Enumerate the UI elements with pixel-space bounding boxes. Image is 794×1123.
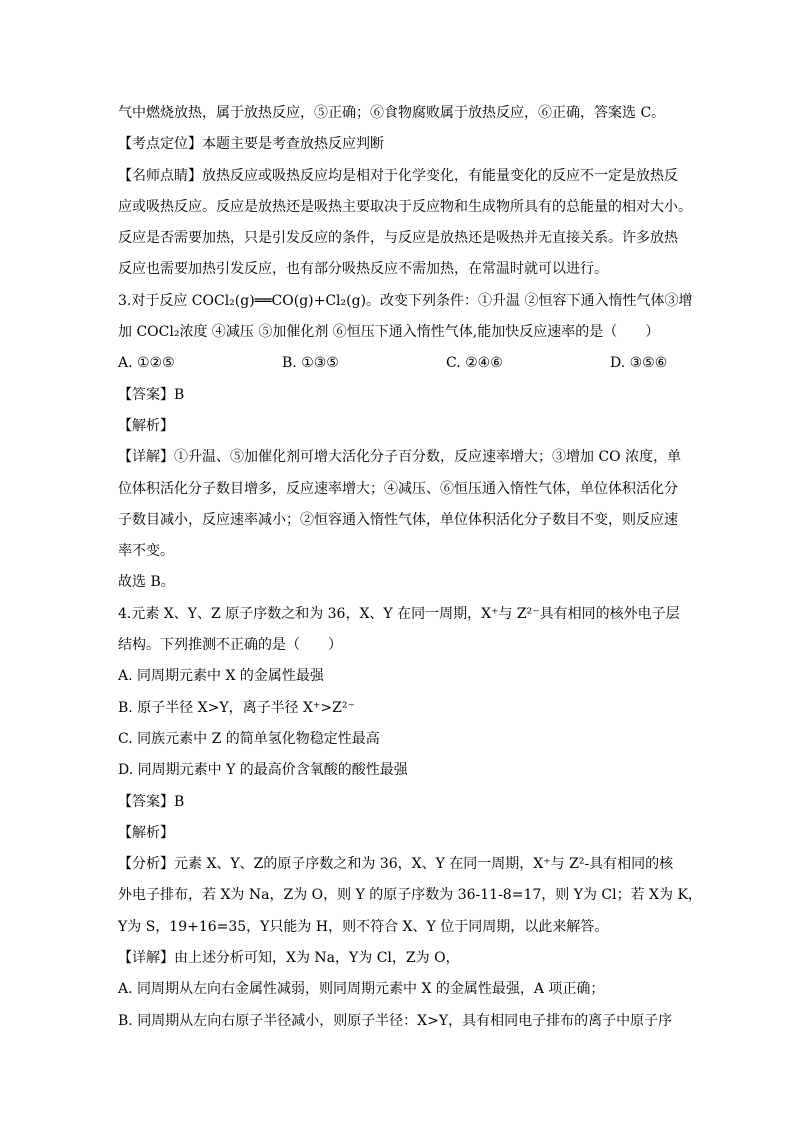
text-line: 应或吸热反应。反应是放热还是吸热主要取决于反应物和生成物所具有的总能量的相对大小。 — [118, 198, 692, 215]
text-line: 率不变。 — [118, 543, 174, 560]
text-line: 外电子排布，若 X为 Na，Z为 O，则 Y 的原子序数为 36-11-8=17，则 Y为 Cl；若 X为 K， — [118, 887, 702, 904]
text-line: B. 同周期从左向右原子半径减小，则原子半径：X>Y，具有相同电子排布的离子中原子序 — [118, 1012, 673, 1029]
option-b: B. 原子半径 X>Y，离子半径 X⁺>Z²⁻ — [118, 699, 355, 716]
text-line: 子数目减小，反应速率减小；②恒容通入惰性气体，单位体积活化分子数目不变，则反应速 — [118, 511, 678, 528]
text-line: 气中燃烧放热，属于放热反应，⑤正确；⑥食物腐败属于放热反应，⑥正确，答案选 C。 — [118, 105, 666, 121]
text-line: 【考点定位】本题主要是考查放热反应判断 — [118, 136, 384, 153]
answer-label: 【答案】B — [118, 793, 185, 810]
option-d: D. 同周期元素中 Y 的最高价含氧酸的酸性最强 — [118, 762, 408, 779]
option-c: C. ②④⑥ — [446, 355, 503, 372]
text-line: A. 同周期从左向右金属性减弱，则同周期元素中 X 的金属性最强，A 项正确； — [118, 981, 605, 998]
option-a: A. 同周期元素中 X 的金属性最强 — [118, 668, 324, 685]
text-line: 反应是否需要加热，只是引发反应的条件，与反应是放热还是吸热并无直接关系。许多放热 — [118, 230, 678, 247]
analysis-label: 【解析】 — [118, 824, 174, 841]
option-b: B. ①③⑤ — [282, 355, 339, 372]
question-3-stem: 3.对于反应 COCl₂(g)══CO(g)+Cl₂(g)。改变下列条件：①升温 ②恒容下通入惰性气体③增 — [118, 292, 693, 309]
text-line: 【名师点睛】放热反应或吸热反应均是相对于化学变化，有能量变化的反应不一定是放热反 — [118, 167, 678, 184]
question-3-stem-cont: 加 COCl₂浓度 ④减压 ⑤加催化剂 ⑥恒压下通入惰性气体,能加快反应速率的是（ ） — [118, 324, 660, 341]
question-4-stem: 4.元素 X、Y、Z 原子序数之和为 36，X、Y 在同一周期，X⁺与 Z²⁻具有相同的核外电子层 — [118, 605, 680, 622]
text-line: 故选 B。 — [118, 574, 175, 591]
answer-label: 【答案】B — [118, 386, 185, 403]
document-page — [118, 98, 702, 1037]
option-d: D. ③⑤⑥ — [610, 355, 668, 372]
text-line: 反应也需要加热引发反应，也有部分吸热反应不需加热，在常温时就可以进行。 — [118, 261, 608, 278]
text-line: 【分析】元素 X、Y、Z的原子序数之和为 36，X、Y 在同一周期，X⁺与 Z²-具有相同的核 — [118, 856, 674, 873]
question-3-options — [118, 348, 678, 379]
question-4-stem-cont: 结构。下列推测不正确的是（ ） — [118, 637, 342, 654]
text-line: Y为 S，19+16=35，Y只能为 H，则不符合 X、Y 位于同周期，以此来解答。 — [118, 918, 609, 935]
analysis-label: 【解析】 — [118, 417, 174, 434]
option-c: C. 同族元素中 Z 的简单氢化物稳定性最高 — [118, 730, 380, 747]
text-line: 【详解】①升温、⑤加催化剂可增大活化分子百分数，反应速率增大；③增加 CO 浓度，单 — [118, 449, 682, 466]
text-line: 位体积活化分子数目增多，反应速率增大；④减压、⑥恒压通入惰性气体，单位体积活化分 — [118, 480, 678, 497]
option-a: A. ①②⑤ — [118, 355, 175, 372]
text-line: 【详解】由上述分析可知，X为 Na，Y为 Cl，Z为 O， — [118, 950, 460, 967]
